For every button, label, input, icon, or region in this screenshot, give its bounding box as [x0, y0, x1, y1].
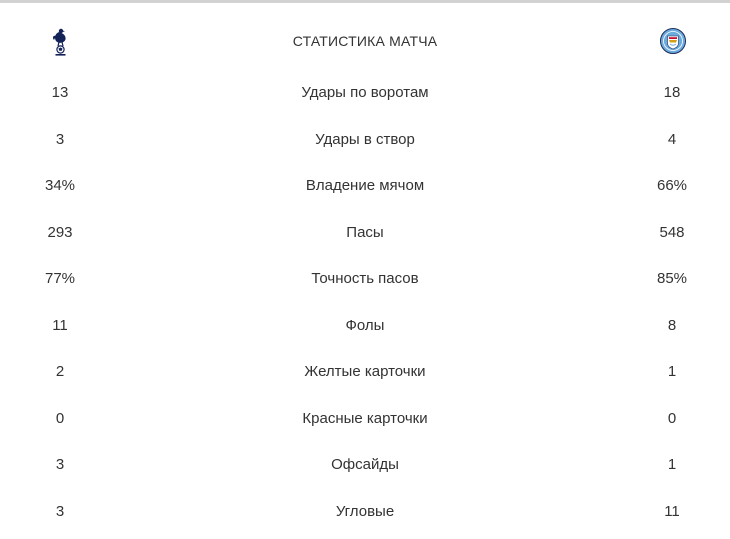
- away-stat-value: 85%: [656, 270, 688, 287]
- away-stat-value: 66%: [656, 177, 688, 194]
- stat-label: Желтые карточки: [304, 363, 426, 380]
- stat-label: Офсайды: [331, 456, 399, 473]
- home-stat-value: 0: [55, 409, 65, 427]
- stat-label: Точность пасов: [311, 270, 419, 287]
- stat-row: [0, 221, 730, 245]
- stat-row: [0, 500, 730, 524]
- stat-label: Владение мячом: [305, 177, 425, 194]
- stat-row: [0, 174, 730, 198]
- stat-label: Красные карточки: [302, 409, 428, 427]
- home-stat-value: 2: [55, 363, 65, 380]
- top-divider: [0, 0, 730, 3]
- stat-row: [0, 267, 730, 291]
- away-stat-value: 11: [664, 502, 680, 520]
- home-stat-value: 3: [55, 502, 65, 520]
- away-stat-value: 1: [667, 456, 677, 473]
- stats-header: [0, 24, 730, 60]
- stat-row: [0, 128, 730, 152]
- stats-title: СТАТИСТИКА МАТЧА: [292, 33, 438, 49]
- stat-label: Удары по воротам: [301, 84, 429, 101]
- home-stat-value: 11: [52, 316, 68, 334]
- stat-row: [0, 360, 730, 384]
- manchester-city-crest-icon: [659, 24, 687, 60]
- stat-label: Удары в створ: [315, 130, 415, 148]
- tottenham-crest-icon: [46, 24, 74, 60]
- away-stat-value: 18: [663, 84, 681, 101]
- home-stat-value: 77%: [44, 270, 76, 287]
- home-stat-value: 3: [55, 456, 65, 473]
- home-stat-value: 293: [47, 223, 73, 241]
- away-stat-value: 0: [667, 409, 677, 427]
- stat-label: Угловые: [335, 502, 395, 520]
- stat-row: [0, 453, 730, 477]
- away-stat-value: 548: [659, 223, 685, 241]
- home-stat-value: 13: [51, 84, 69, 101]
- stat-row: [0, 81, 730, 105]
- stat-label: Фолы: [345, 316, 385, 334]
- away-stat-value: 1: [667, 363, 677, 380]
- away-stat-value: 8: [667, 316, 677, 334]
- home-stat-value: 34%: [44, 177, 76, 194]
- home-stat-value: 3: [55, 130, 65, 148]
- stat-row: [0, 407, 730, 431]
- stat-label: Пасы: [346, 223, 384, 241]
- away-stat-value: 4: [667, 130, 677, 148]
- stat-row: [0, 314, 730, 338]
